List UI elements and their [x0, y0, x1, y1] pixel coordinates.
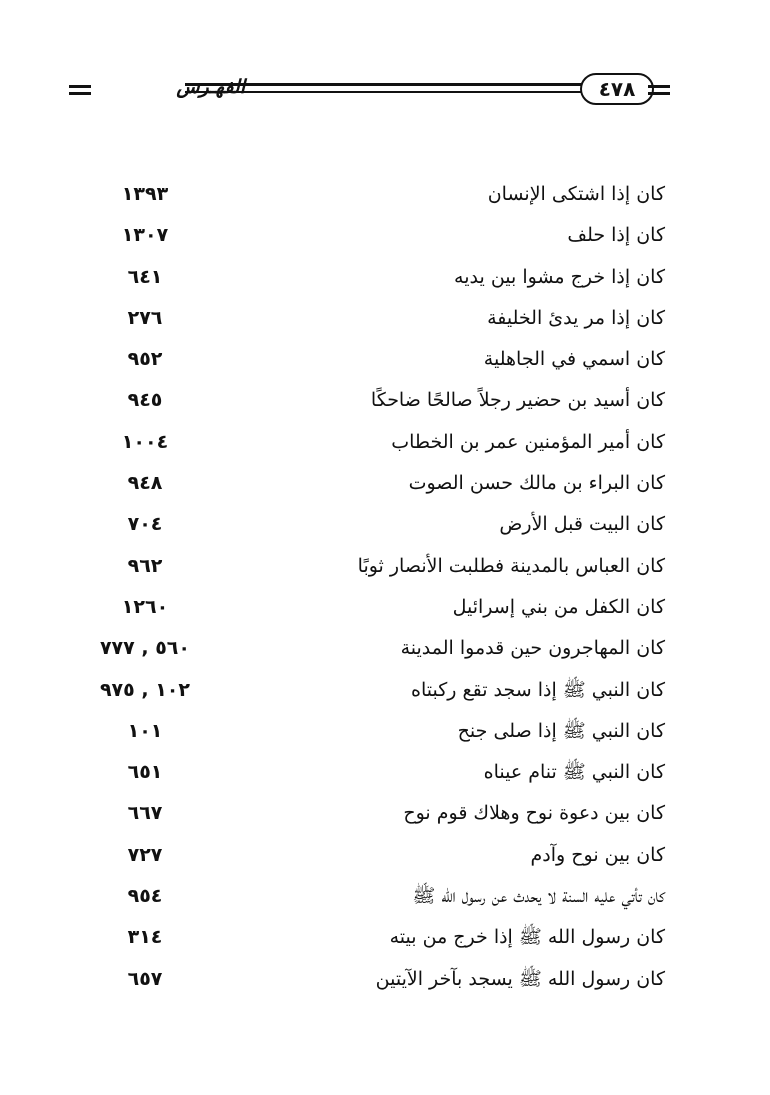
entry-page-numbers: ٥٦٠ , ٧٧٧ — [99, 637, 190, 660]
entry-text: كان اسمي في الجاهلية — [483, 348, 665, 371]
entry-text: كان النبي ﷺ إذا صلى جنح — [457, 719, 665, 742]
entry-page-numbers: ١٣٩٣ — [121, 183, 169, 205]
entry-text: كان المهاجرون حين قدموا المدينة — [400, 637, 665, 660]
index-entry — [100, 258, 665, 299]
index-entry — [100, 299, 665, 340]
entry-text: كان تأتي عليه السنة لا يحدث عن رسول الله ﷺ — [412, 885, 665, 908]
index-entry — [100, 547, 665, 588]
entry-page-numbers: ٢٧٦ — [127, 306, 163, 329]
entry-text: كان البراء بن مالك حسن الصوت — [408, 472, 665, 495]
index-entry — [100, 753, 665, 794]
index-entry — [100, 588, 665, 629]
page-number: ٤٧٨ — [580, 73, 654, 105]
page-header — [55, 68, 670, 112]
index-entry — [100, 423, 665, 464]
entry-text: كان الكفل من بني إسرائيل — [452, 595, 665, 618]
entry-page-numbers: ١٠١ — [127, 719, 163, 742]
entry-page-numbers: ٩٤٥ — [127, 389, 163, 412]
index-entry — [100, 340, 665, 381]
entry-page-numbers: ٩٤٨ — [127, 472, 163, 495]
entry-text: كان بين دعوة نوح وهلاك قوم نوح — [403, 802, 665, 825]
entry-page-numbers: ٦٥١ — [127, 761, 163, 784]
entry-page-numbers: ١٣٠٧ — [121, 224, 169, 247]
entry-text: كان العباس بالمدينة فطلبت الأنصار ثوبًا — [357, 554, 665, 577]
double-rule-mark — [69, 85, 91, 95]
index-entry — [100, 918, 665, 959]
entry-text: كان أسيد بن حضير رجلاً صالحًا ضاحكًا — [370, 389, 665, 412]
index-entry — [100, 464, 665, 505]
double-rule-mark — [648, 85, 670, 95]
entry-text: كان إذا خرج مشوا بين يديه — [454, 265, 665, 288]
entry-page-numbers: ٩٥٤ — [127, 885, 163, 908]
entry-text: كان إذا حلف — [567, 224, 665, 247]
index-entry — [100, 671, 665, 712]
entry-text: كان إذا مر يدئ الخليفة — [487, 306, 665, 329]
entry-page-numbers: ٩٥٢ — [127, 348, 163, 371]
entry-text: كان رسول الله ﷺ يسجد بآخر الآيتين — [375, 967, 665, 990]
entry-page-numbers: ١٠٠٤ — [121, 430, 169, 453]
entry-page-numbers: ٦٤١ — [127, 265, 163, 288]
entry-page-numbers: ٩٦٢ — [127, 554, 163, 577]
entry-text: كان رسول الله ﷺ إذا خرج من بيته — [389, 926, 665, 949]
entry-text: كان النبي ﷺ إذا سجد تقع ركبتاه — [411, 678, 665, 701]
entry-page-numbers: ٦٦٧ — [127, 802, 163, 825]
entry-page-numbers: ٧٢٧ — [127, 843, 163, 866]
entry-text: كان أمير المؤمنين عمر بن الخطاب — [391, 430, 665, 453]
index-entry — [100, 794, 665, 835]
index-entry — [100, 505, 665, 546]
entry-text: كان النبي ﷺ تنام عيناه — [483, 761, 665, 784]
index-entry — [100, 960, 665, 1001]
index-entry — [100, 629, 665, 670]
index-entry — [100, 877, 665, 918]
entry-page-numbers: ١٢٦٠ — [121, 595, 169, 618]
entry-page-numbers: ٧٠٤ — [127, 513, 163, 536]
index-entry — [100, 836, 665, 877]
entry-page-numbers: ٦٥٧ — [127, 967, 163, 990]
running-title: الفهـرس — [176, 76, 245, 98]
index-entry — [100, 175, 665, 216]
index-entry — [100, 712, 665, 753]
entry-text: كان البيت قبل الأرض — [499, 513, 665, 536]
header-rule — [185, 83, 585, 93]
entry-text: كان إذا اشتكى الإنسان — [487, 183, 665, 205]
index-list — [100, 175, 665, 1001]
entry-text: كان بين نوح وآدم — [530, 843, 665, 866]
entry-page-numbers: ٣١٤ — [127, 926, 163, 949]
index-entry — [100, 216, 665, 257]
index-entry — [100, 381, 665, 422]
entry-page-numbers: ١٠٢ , ٩٧٥ — [99, 678, 190, 701]
